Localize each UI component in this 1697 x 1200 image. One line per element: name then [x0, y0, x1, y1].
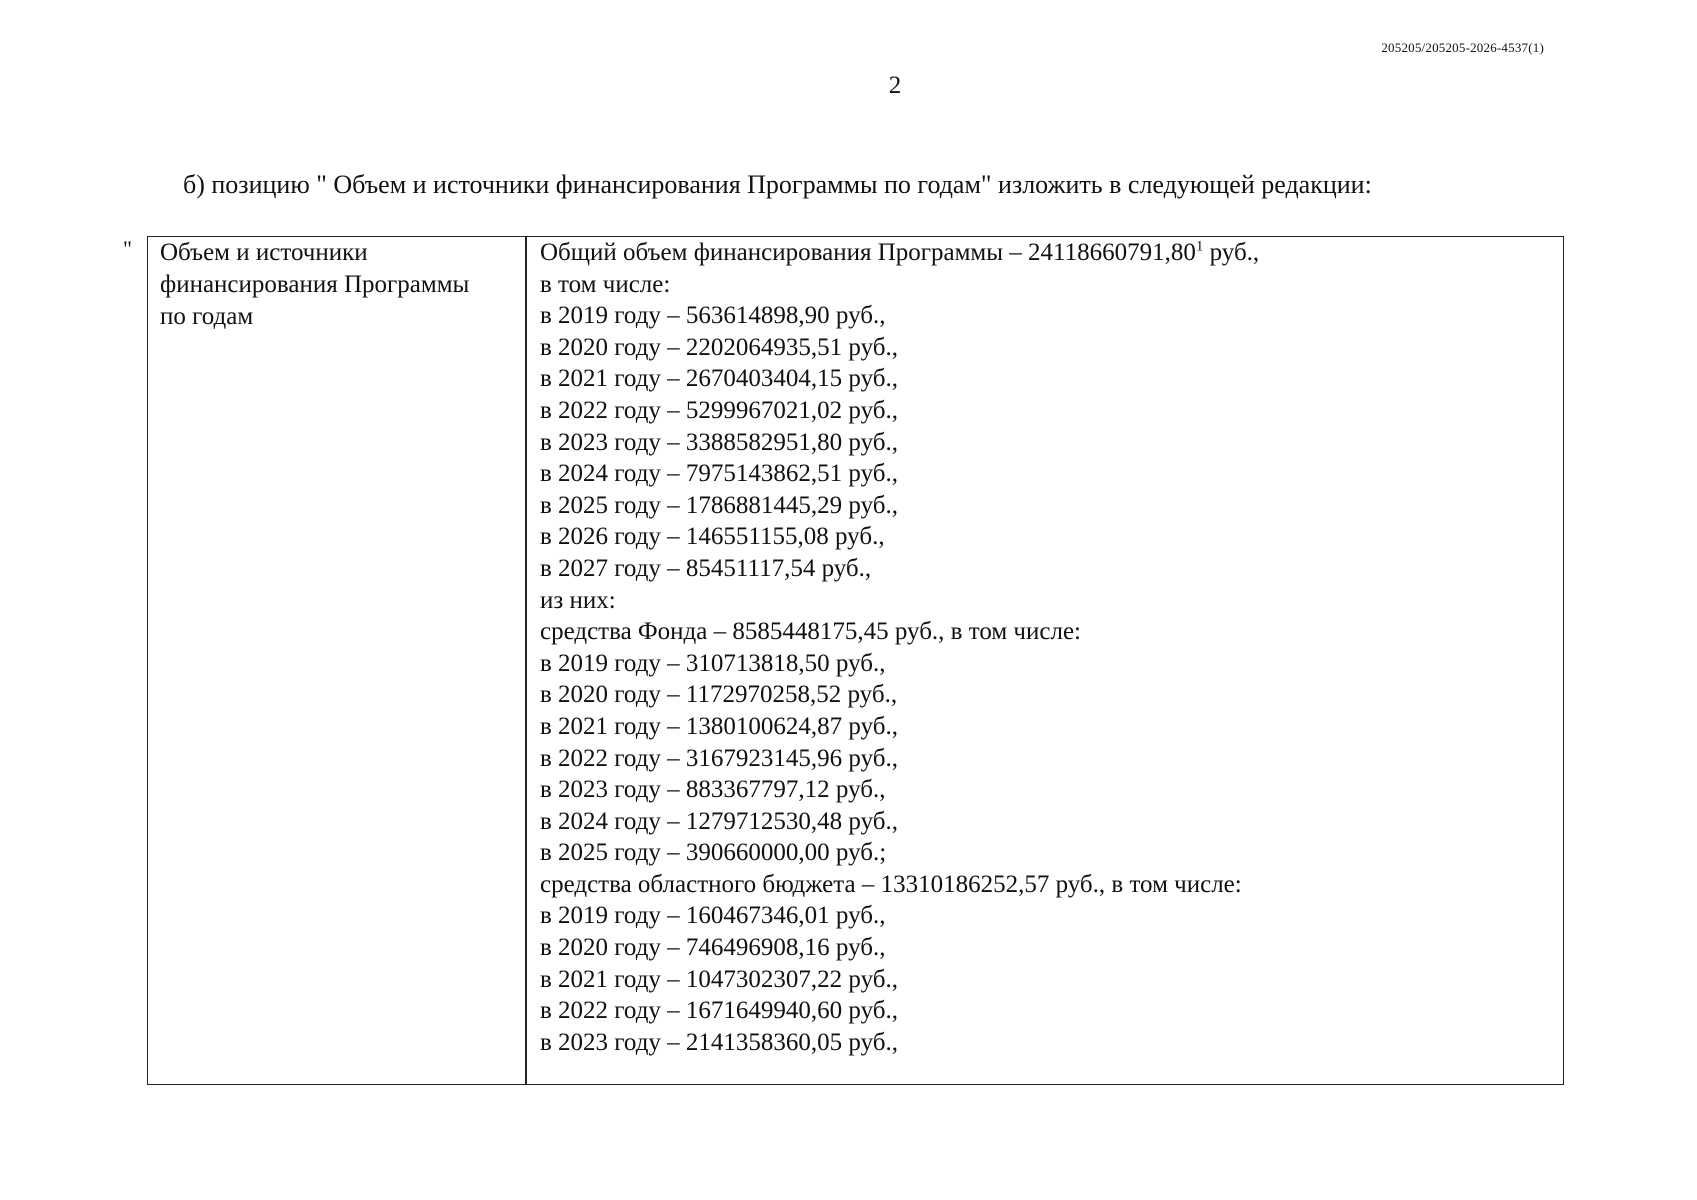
financing-line: в 2023 году – 2141358360,05 руб.,: [540, 1028, 898, 1056]
financing-line: в 2025 году – 1786881445,29 руб.,: [540, 491, 898, 519]
financing-line: в 2025 году – 390660000,00 руб.;: [540, 839, 887, 867]
total-financing-unit: руб.,: [1203, 239, 1260, 266]
financing-line: в 2020 году – 746496908,16 руб.,: [540, 934, 886, 962]
label-line: по годам: [160, 303, 254, 330]
total-financing-line: [540, 237, 1550, 269]
opening-quote-mark: ": [123, 236, 132, 261]
financing-table-value-cell: [540, 237, 1550, 1058]
financing-line: в 2020 году – 2202064935,51 руб.,: [540, 333, 898, 361]
financing-line: в 2022 году – 3167923145,96 руб.,: [540, 744, 898, 772]
total-financing-amount: Общий объем финансирования Программы – 24118660791,80: [540, 239, 1196, 266]
financing-line: в 2022 году – 5299967021,02 руб.,: [540, 396, 898, 424]
financing-line: из них:: [540, 586, 616, 614]
financing-breakdown-lines: [540, 269, 1550, 1059]
label-line: Объем и источники: [160, 239, 368, 266]
financing-line: в 2027 году – 85451117,54 руб.,: [540, 554, 872, 582]
financing-line: в 2020 году – 1172970258,52 руб.,: [540, 681, 898, 709]
financing-line: средства Фонда – 8585448175,45 руб., в том числе:: [540, 618, 1081, 646]
financing-line: в 2021 году – 2670403404,15 руб.,: [540, 365, 898, 393]
financing-line: в 2019 году – 563614898,90 руб.,: [540, 302, 886, 330]
financing-line: в 2021 году – 1380100624,87 руб.,: [540, 712, 898, 740]
financing-table-label-cell: [160, 237, 520, 333]
financing-line: в 2021 году – 1047302307,22 руб.,: [540, 965, 898, 993]
financing-line: в 2024 году – 7975143862,51 руб.,: [540, 460, 898, 488]
financing-line: в 2026 году – 146551155,08 руб.,: [540, 523, 885, 551]
amendment-intro-paragraph: б) позицию " Объем и источники финансирования Программы по годам" изложить в следующей редакции:: [183, 170, 1372, 199]
financing-line: в 2023 году – 883367797,12 руб.,: [540, 776, 886, 804]
financing-line: в 2022 году – 1671649940,60 руб.,: [540, 997, 898, 1025]
financing-line: в том числе:: [540, 270, 671, 298]
financing-line: в 2019 году – 160467346,01 руб.,: [540, 902, 886, 930]
page-number: 2: [888, 72, 902, 99]
table-column-divider: [525, 236, 527, 1085]
financing-line: в 2024 году – 1279712530,48 руб.,: [540, 807, 898, 835]
footnote-marker: 1: [1195, 238, 1204, 255]
financing-line: в 2023 году – 3388582951,80 руб.,: [540, 428, 898, 456]
financing-line: средства областного бюджета – 13310186252,57 руб., в том числе:: [540, 870, 1242, 898]
document-registration-number: 205205/205205-2026-4537(1): [1381, 40, 1544, 55]
label-line: финансирования Программы: [160, 271, 470, 298]
financing-line: в 2019 году – 310713818,50 руб.,: [540, 649, 886, 677]
